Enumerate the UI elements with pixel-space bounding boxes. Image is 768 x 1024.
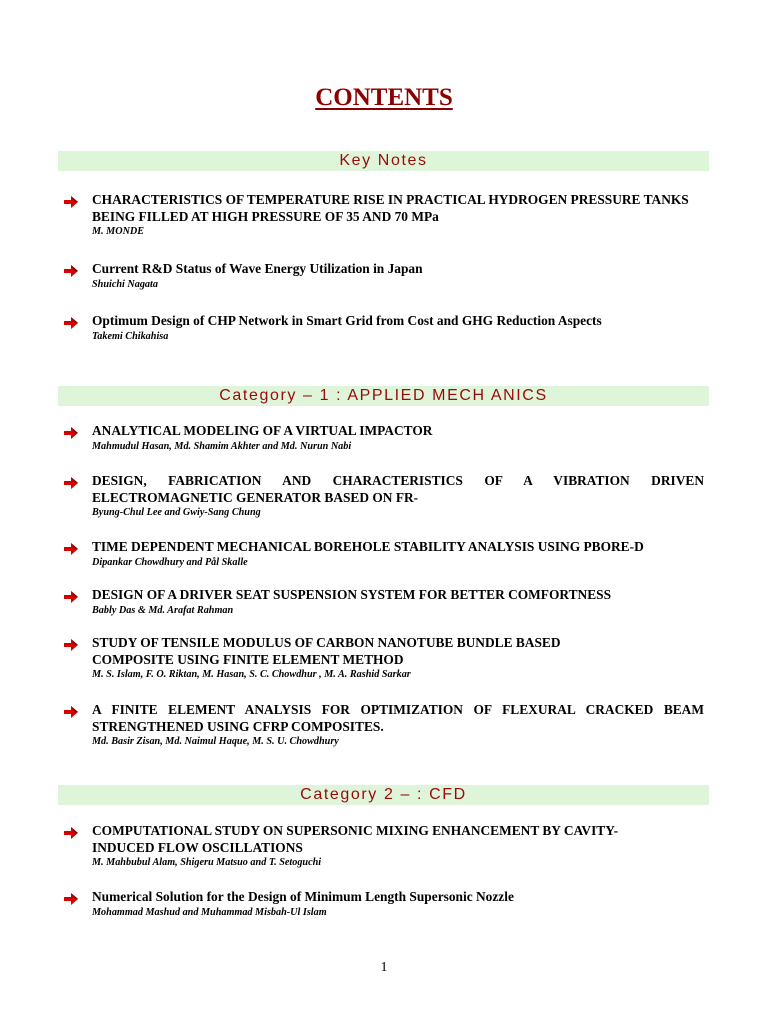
toc-entry[interactable] [64,823,704,869]
red-arrow-icon [64,827,78,839]
toc-entry-title: A FINITE ELEMENT ANALYSIS FOR OPTIMIZATION OF FLEXURAL CRACKED BEAM STRENGTHENED USING CFRP COMPOSITES. [92,702,704,734]
section-heading-cfd: Category 2 – : CFD [58,785,709,805]
page-title: CONTENTS [315,84,453,111]
toc-entry-authors: M. MONDE [92,226,145,237]
toc-entry-authors: Md. Basir Zisan, Md. Naimul Haque, M. S. U. Chowdhury [92,736,339,747]
red-arrow-icon [64,639,78,651]
toc-entry[interactable] [64,313,704,343]
section-heading-key-notes: Key Notes [58,151,709,171]
toc-entry-authors: Takemi Chikahisa [92,330,169,342]
toc-entry-authors: Mohammad Mashud and Muhammad Misbah-Ul Islam [92,906,327,918]
toc-entry[interactable] [64,192,704,238]
red-arrow-icon [64,427,78,439]
toc-entry-authors: Mahmudul Hasan, Md. Shamim Akhter and Md. Nurun Nabi [92,440,352,452]
toc-entry[interactable] [64,702,704,748]
toc-entry-authors: M. S. Islam, F. O. Riktan, M. Hasan, S. C. Chowdhur , M. A. Rashid Sarkar [92,669,411,680]
toc-entry-title: COMPUTATIONAL STUDY ON SUPERSONIC MIXING ENHANCEMENT BY CAVITY-INDUCED FLOW OSCILLATIONS [92,823,619,855]
toc-entry-title: DESIGN OF A DRIVER SEAT SUSPENSION SYSTEM FOR BETTER COMFORTNESS [92,587,612,602]
toc-entry-authors: Bably Das & Md. Arafat Rahman [92,604,234,616]
toc-entry-authors: Shuichi Nagata [92,278,158,290]
toc-entry-authors: M. Mahbubul Alam, Shigeru Matsuo and T. Setoguchi [92,857,322,868]
toc-entry-title: TIME DEPENDENT MECHANICAL BOREHOLE STABILITY ANALYSIS USING PBORE-D [92,539,644,554]
toc-entry-authors: Byung-Chul Lee and Gwiy-Sang Chung [92,507,261,518]
toc-entry-authors: Dipankar Chowdhury and Pål Skalle [92,556,248,568]
toc-entry[interactable] [64,539,704,569]
red-arrow-icon [64,477,78,489]
toc-entry-title: Numerical Solution for the Design of Minimum Length Supersonic Nozzle [92,889,514,904]
toc-entry[interactable] [64,889,704,919]
red-arrow-icon [64,265,78,277]
page-number: 1 [380,960,388,975]
toc-entry[interactable] [64,587,704,617]
toc-entry[interactable] [64,423,704,453]
red-arrow-icon [64,591,78,603]
toc-entry[interactable] [64,635,704,681]
red-arrow-icon [64,543,78,555]
red-arrow-icon [64,317,78,329]
toc-entry-title: Current R&D Status of Wave Energy Utilization in Japan [92,261,423,276]
toc-entry[interactable] [64,261,704,291]
red-arrow-icon [64,706,78,718]
toc-entry-title: Optimum Design of CHP Network in Smart Grid from Cost and GHG Reduction Aspects [92,313,602,328]
toc-entry[interactable] [64,473,704,519]
toc-entry-title: ANALYTICAL MODELING OF A VIRTUAL IMPACTOR [92,423,433,438]
toc-entry-title: DESIGN, FABRICATION AND CHARACTERISTICS OF A VIBRATION DRIVEN ELECTROMAGNETIC GENERATOR BASED ON FR- [92,473,704,505]
toc-entry-title: STUDY OF TENSILE MODULUS OF CARBON NANOTUBE BUNDLE BASED COMPOSITE USING FINITE ELEMENT METHOD [92,635,561,667]
red-arrow-icon [64,893,78,905]
red-arrow-icon [64,196,78,208]
toc-entry-title: CHARACTERISTICS OF TEMPERATURE RISE IN PRACTICAL HYDROGEN PRESSURE TANKS BEING FILLED AT HIGH PRESSURE OF 35 AND 70 MPa [92,192,689,224]
section-heading-applied-mechanics: Category – 1 : APPLIED MECH ANICS [58,386,709,406]
